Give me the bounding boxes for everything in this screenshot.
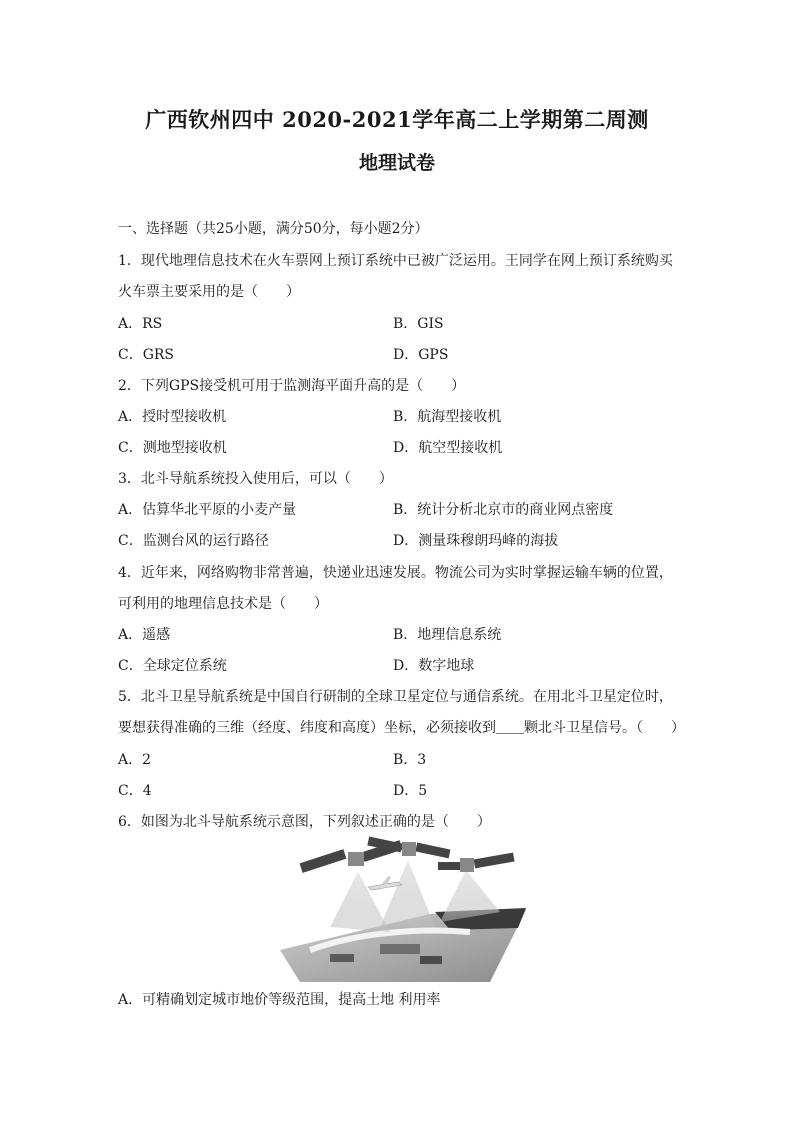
question-1-option-b: B．GIS — [393, 316, 444, 332]
signal-beam-center — [380, 860, 435, 927]
satellite-icon — [438, 853, 515, 872]
question-2-stem-line-1: 2．下列GPS接受机可用于监测海平面升高的是（ ） — [118, 378, 466, 394]
question-5-option-b: B．3 — [393, 752, 427, 768]
question-5-option-d: D．5 — [393, 783, 428, 799]
question-4-option-a: A．遥感 — [118, 627, 171, 643]
question-1-stem-line-2: 火车票主要采用的是（ ） — [118, 284, 300, 300]
question-1-option-d: D．GPS — [393, 347, 449, 363]
question-5-option-a: A．2 — [118, 752, 152, 768]
question-6-stem-line-1: 6．如图为北斗导航系统示意图，下列叙述正确的是（ ） — [118, 814, 491, 830]
question-5-option-c: C．4 — [118, 783, 152, 799]
question-1-option-c: C．GRS — [118, 347, 175, 363]
question-2-option-a: A．授时型接收机 — [118, 409, 227, 425]
question-5-stem-line-2: 要想获得准确的三维（经度、纬度和高度）坐标，必须接收到＿＿颗北斗卫星信号。（ ） — [118, 720, 685, 736]
question-4-option-d: D．数字地球 — [393, 658, 475, 674]
document-subtitle: 地理试卷 — [358, 152, 435, 174]
question-4-stem-line-2: 可利用的地理信息技术是（ ） — [118, 596, 328, 612]
section-heading: 一、选择题（共25小题，满分50分，每小题2分） — [118, 221, 429, 237]
question-3-option-d: D．测量珠穆朗玛峰的海拔 — [393, 533, 559, 549]
beidou-diagram — [270, 832, 526, 982]
question-2-option-c: C．测地型接收机 — [118, 440, 227, 456]
question-1-option-a: A．RS — [118, 316, 163, 332]
question-3-option-b: B．统计分析北京市的商业网点密度 — [393, 502, 614, 518]
beidou-navigation-figure — [270, 832, 526, 982]
question-4-option-b: B．地理信息系统 — [393, 627, 502, 643]
question-2-option-d: D．航空型接收机 — [393, 440, 503, 456]
question-4-stem-line-1: 4．近年来，网络购物非常普遍，快递业迅速发展。物流公司为实时掌握运输车辆的位置， — [118, 565, 673, 581]
signal-beam-left — [330, 872, 390, 932]
question-3-option-c: C．监测台风的运行路径 — [118, 533, 269, 549]
question-3-option-a: A．估算华北平原的小麦产量 — [118, 502, 297, 518]
document-title: 广西钦州四中 2020-2021学年高二上学期第二周测 — [145, 107, 649, 132]
question-1-stem-line-1: 1．现代地理信息技术在火车票网上预订系统中已被广泛运用。王同学在网上预订系统购买 — [118, 253, 673, 269]
question-6-option-a: A．可精确划定城市地价等级范围，提高土地 利用率 — [118, 992, 441, 1008]
question-4-option-c: C．全球定位系统 — [118, 658, 227, 674]
question-3-stem-line-1: 3．北斗导航系统投入使用后，可以（ ） — [118, 471, 393, 487]
question-2-option-b: B．航海型接收机 — [393, 409, 502, 425]
question-5-stem-line-1: 5．北斗卫星导航系统是中国自行研制的全球卫星定位与通信系统。在用北斗卫星定位时， — [118, 689, 673, 705]
